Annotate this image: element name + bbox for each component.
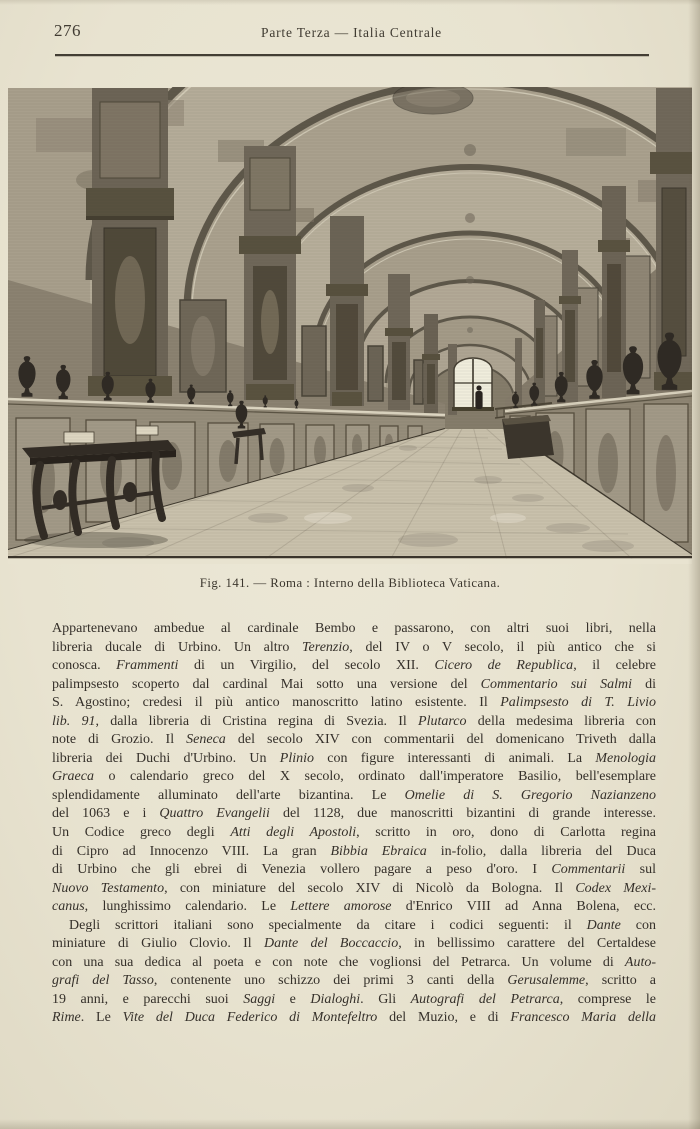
text-line: Appartenevano ambedue al cardinale Bembo e passarono, con altri suoi libri, nella [52, 621, 656, 636]
page-edge-shadow-top [0, 0, 700, 5]
text-line: del 1063 e i Quattro Evangelii del 1128, due manoscritti bizantini di grande interesse. [52, 806, 656, 822]
running-title: Parte Terza — Italia Centrale [261, 25, 442, 40]
text-line: 19 anni, e parecchi suoi Saggi e Dialoghi. Gli Autografi del Petrarca, comprese le [52, 991, 656, 1007]
text-line: S. Agostino; credesi il più antico manoscritto latino esistente. Il Palimpsesto di T. Livio [52, 695, 656, 711]
page-edge-shadow-bottom [0, 1119, 700, 1129]
header-rule [55, 54, 649, 56]
text-line: di Urbino che gli ebrei di Venezia vollero pagare a peso d'oro. I Commentarii sul [52, 862, 656, 878]
text-line: miniature di Giulio Clovio. Il Dante del Boccaccio, in bellissimo carattere del Certaldese [52, 936, 656, 952]
figure-engraving-vatican-library [8, 87, 692, 565]
text-line: Nuovo Testamento, con miniature del secolo XIV di Nicolò da Bologna. Il Codex Mexi- [52, 880, 656, 896]
text-line: Graeca o calendario greco del X secolo, ordinato dall'imperatore Basilio, bell'esemplare [52, 769, 656, 785]
text-line: libreria ducale di Urbino. Un altro Terenzio, del IV o V secolo, il più antico che si [52, 639, 656, 655]
paragraph [52, 917, 656, 1028]
paragraph [52, 620, 656, 917]
page-edge-shadow-right [688, 0, 700, 1129]
engraving-bottom-margin [8, 559, 692, 565]
text-line: palimpsesto scoperto dal cardinal Mai sotto una versione del Commentario sui Salmi di [52, 676, 656, 692]
figure-caption: Fig. 141. — Roma : Interno della Biblioteca Vaticana. [199, 576, 501, 590]
text-line: lib. 91, dalla libreria di Cristina regina di Svezia. Il Plutarco della medesima libreria con [52, 713, 656, 729]
text-line: grafi del Tasso, contenente uno schizzo dei primi 3 canti della Gerusalemme, scritto a [52, 973, 656, 989]
text-line: splendidamente alluminato dell'arte bizantina. Le Omelie di S. Gregorio Nazianzeno [52, 787, 656, 803]
engraving-texture [8, 88, 692, 558]
text-line: Degli scrittori italiani sono specialmente da citare i codici seguenti: il Dante con [69, 917, 656, 933]
body-text [52, 620, 656, 1028]
page-number: 276 [54, 21, 81, 40]
text-line: note di Grozio. Il Seneca del secolo XIV con commentarii del domenicano Triveth dalla [52, 732, 656, 748]
text-line: di Cipro ad Innocenzo VIII. La gran Bibbia Ebraica in-folio, dalla libreria del Duca [52, 843, 656, 859]
text-line: conosca. Frammenti di un Virgilio, del secolo XII. Cicero de Republica, il celebre [52, 658, 656, 674]
text-line: Rime. Le Vite del Duca Federico di Montefeltro del Muzio, e di Francesco Maria della [52, 1010, 656, 1026]
text-line: canus, lunghissimo calendario. Le Lettere amorose d'Enrico VIII ad Anna Bolena, ecc. [52, 899, 656, 915]
text-line: con una sua dedica al poeta e con note che voglionsi del Petrarca. Un volume di Auto- [52, 954, 656, 970]
text-line: libreria dei Duchi d'Urbino. Un Plinio con figure interessanti di animali. La Menologia [52, 750, 656, 766]
text-line: Un Codice greco degli Atti degli Apostoli, scritto in oro, dono di Carlotta regina [52, 825, 656, 841]
